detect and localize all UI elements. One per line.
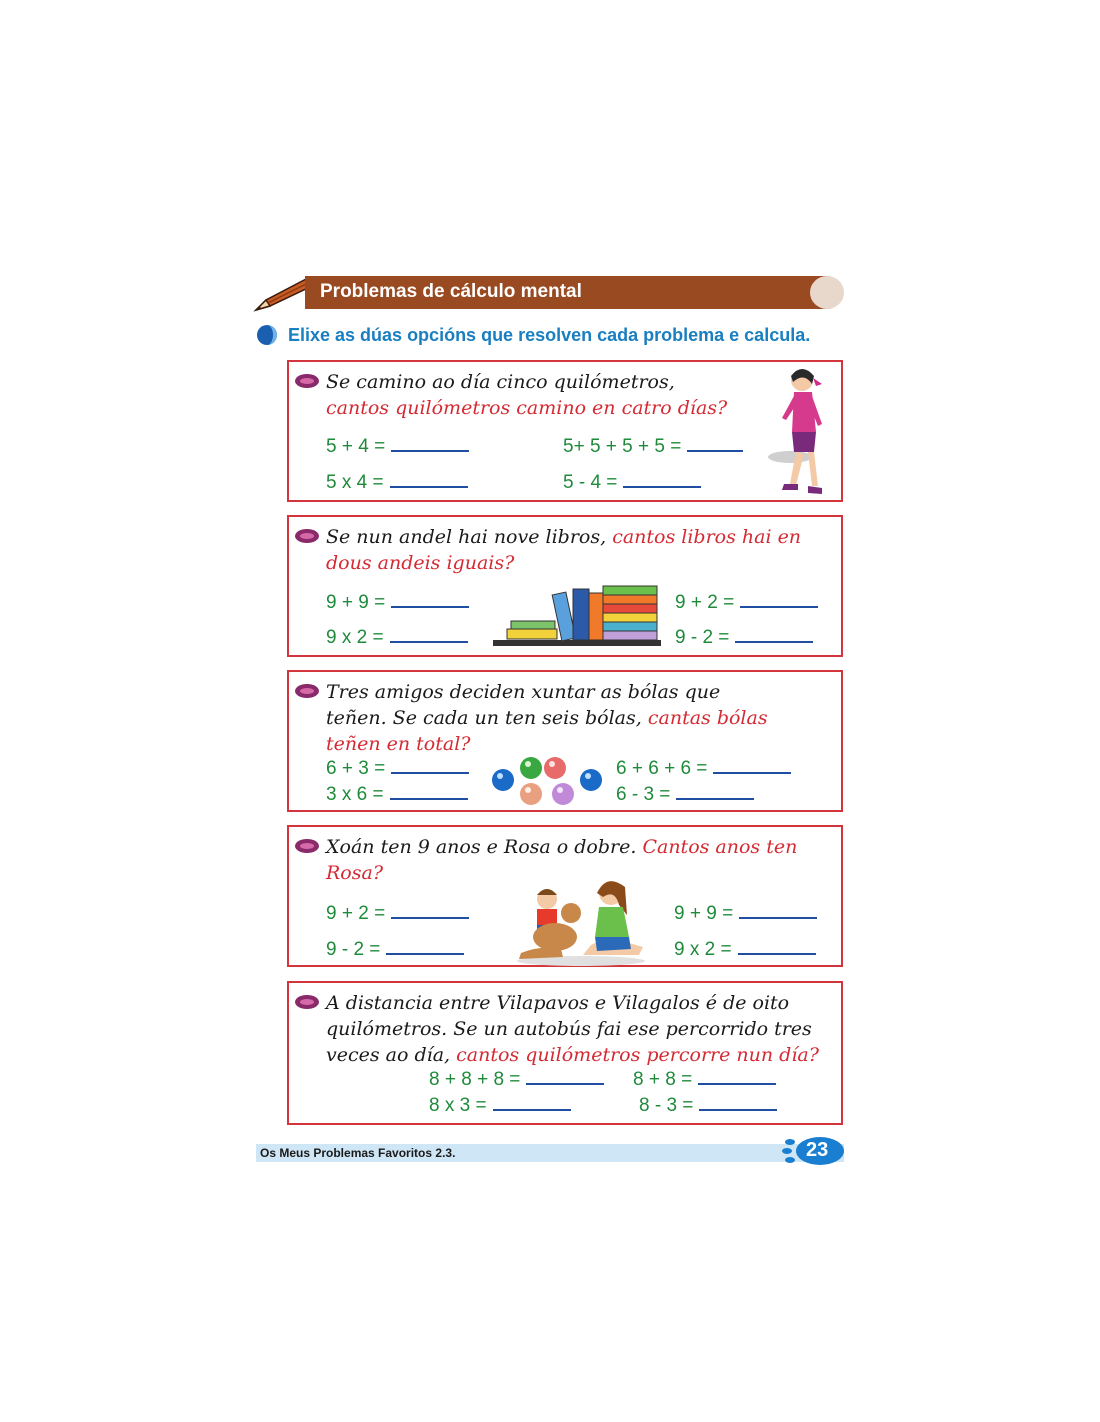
problem-box-1 xyxy=(287,360,843,502)
books-illustration xyxy=(493,585,663,649)
option-2[interactable]: 6 + 6 + 6 = xyxy=(616,758,791,780)
problem-box-3 xyxy=(287,670,843,812)
option-3[interactable]: 9 - 2 = xyxy=(326,939,464,961)
option-1[interactable]: 9 + 9 = xyxy=(326,592,469,614)
answer-line[interactable] xyxy=(739,915,817,919)
problem-text xyxy=(326,369,761,421)
problem-question: cantos quilómetros camino en catro días? xyxy=(326,397,728,419)
problem-statement: Xoán ten 9 anos e Rosa o dobre. xyxy=(326,836,637,858)
problem-box-5 xyxy=(287,981,843,1125)
girl-walking-illustration xyxy=(757,362,843,502)
answer-line[interactable] xyxy=(391,448,469,452)
option-4[interactable]: 9 - 2 = xyxy=(675,627,813,649)
problem-question: cantos libros hai en dous andeis iguais? xyxy=(326,526,802,574)
problem-statement: A distancia entre Vilapavos e Vilagalos é de oito quilómetros. Se un autobús fai ese percorrido tres veces ao día, xyxy=(326,992,812,1066)
option-1[interactable]: 9 + 2 = xyxy=(326,903,469,925)
option-1[interactable]: 6 + 3 = xyxy=(326,758,469,780)
answer-line[interactable] xyxy=(390,484,468,488)
page-number: 23 xyxy=(806,1139,829,1161)
option-2[interactable]: 9 + 2 = xyxy=(675,592,818,614)
answer-line[interactable] xyxy=(391,915,469,919)
option-4[interactable]: 9 x 2 = xyxy=(674,939,816,961)
problem-statement: Se nun andel hai nove libros, xyxy=(326,526,607,548)
marbles-illustration xyxy=(491,754,605,810)
option-3[interactable]: 5 x 4 = xyxy=(326,472,468,494)
instruction-text: Elixe as dúas opcións que resolven cada problema e calcula. xyxy=(288,325,811,345)
option-2[interactable]: 9 + 9 = xyxy=(674,903,817,925)
answer-line[interactable] xyxy=(526,1081,604,1085)
option-1[interactable]: 8 + 8 + 8 = xyxy=(429,1069,604,1091)
lips-bullet-icon xyxy=(294,838,320,854)
page-title: Problemas de cálculo mental xyxy=(320,281,582,302)
answer-line[interactable] xyxy=(698,1081,776,1085)
lips-bullet-icon xyxy=(294,373,320,389)
problem-question: cantos quilómetros percorre nun día? xyxy=(456,1044,819,1066)
problem-text xyxy=(326,990,837,1068)
problem-question: cantas bólas teñen en total? xyxy=(326,707,768,755)
lips-bullet-icon xyxy=(294,994,320,1010)
answer-line[interactable] xyxy=(738,951,816,955)
option-2[interactable]: 5+ 5 + 5 + 5 = xyxy=(563,436,743,458)
book-title: Os Meus Problemas Favoritos 2.3. xyxy=(260,1146,456,1160)
option-3[interactable]: 3 x 6 = xyxy=(326,784,468,806)
problem-text xyxy=(326,679,786,757)
option-1[interactable]: 5 + 4 = xyxy=(326,436,469,458)
problem-box-4 xyxy=(287,825,843,967)
option-2[interactable]: 8 + 8 = xyxy=(633,1069,776,1091)
title-bar-cap xyxy=(810,276,844,309)
problem-box-2 xyxy=(287,515,843,657)
answer-line[interactable] xyxy=(391,770,469,774)
answer-line[interactable] xyxy=(623,484,701,488)
answer-line[interactable] xyxy=(735,639,813,643)
answer-line[interactable] xyxy=(699,1107,777,1111)
answer-line[interactable] xyxy=(390,796,468,800)
option-3[interactable]: 9 x 2 = xyxy=(326,627,468,649)
option-3[interactable]: 8 x 3 = xyxy=(429,1095,571,1117)
children-dog-illustration xyxy=(511,875,651,967)
option-4[interactable]: 6 - 3 = xyxy=(616,784,754,806)
answer-line[interactable] xyxy=(687,448,743,452)
problem-statement: Se camino ao día cinco quilómetros, xyxy=(326,371,675,393)
answer-line[interactable] xyxy=(493,1107,571,1111)
problem-question: Cantos anos ten Rosa? xyxy=(326,836,798,884)
answer-line[interactable] xyxy=(713,770,791,774)
problem-statement: Tres amigos deciden xuntar as bólas que teñen. Se cada un ten seis bólas, xyxy=(326,681,721,729)
answer-line[interactable] xyxy=(391,604,469,608)
answer-line[interactable] xyxy=(390,639,468,643)
option-4[interactable]: 5 - 4 = xyxy=(563,472,701,494)
answer-line[interactable] xyxy=(740,604,818,608)
half-moon-bullet-icon xyxy=(256,324,278,346)
lips-bullet-icon xyxy=(294,528,320,544)
answer-line[interactable] xyxy=(386,951,464,955)
answer-line[interactable] xyxy=(676,796,754,800)
option-4[interactable]: 8 - 3 = xyxy=(639,1095,777,1117)
problem-text xyxy=(326,524,833,576)
lips-bullet-icon xyxy=(294,683,320,699)
